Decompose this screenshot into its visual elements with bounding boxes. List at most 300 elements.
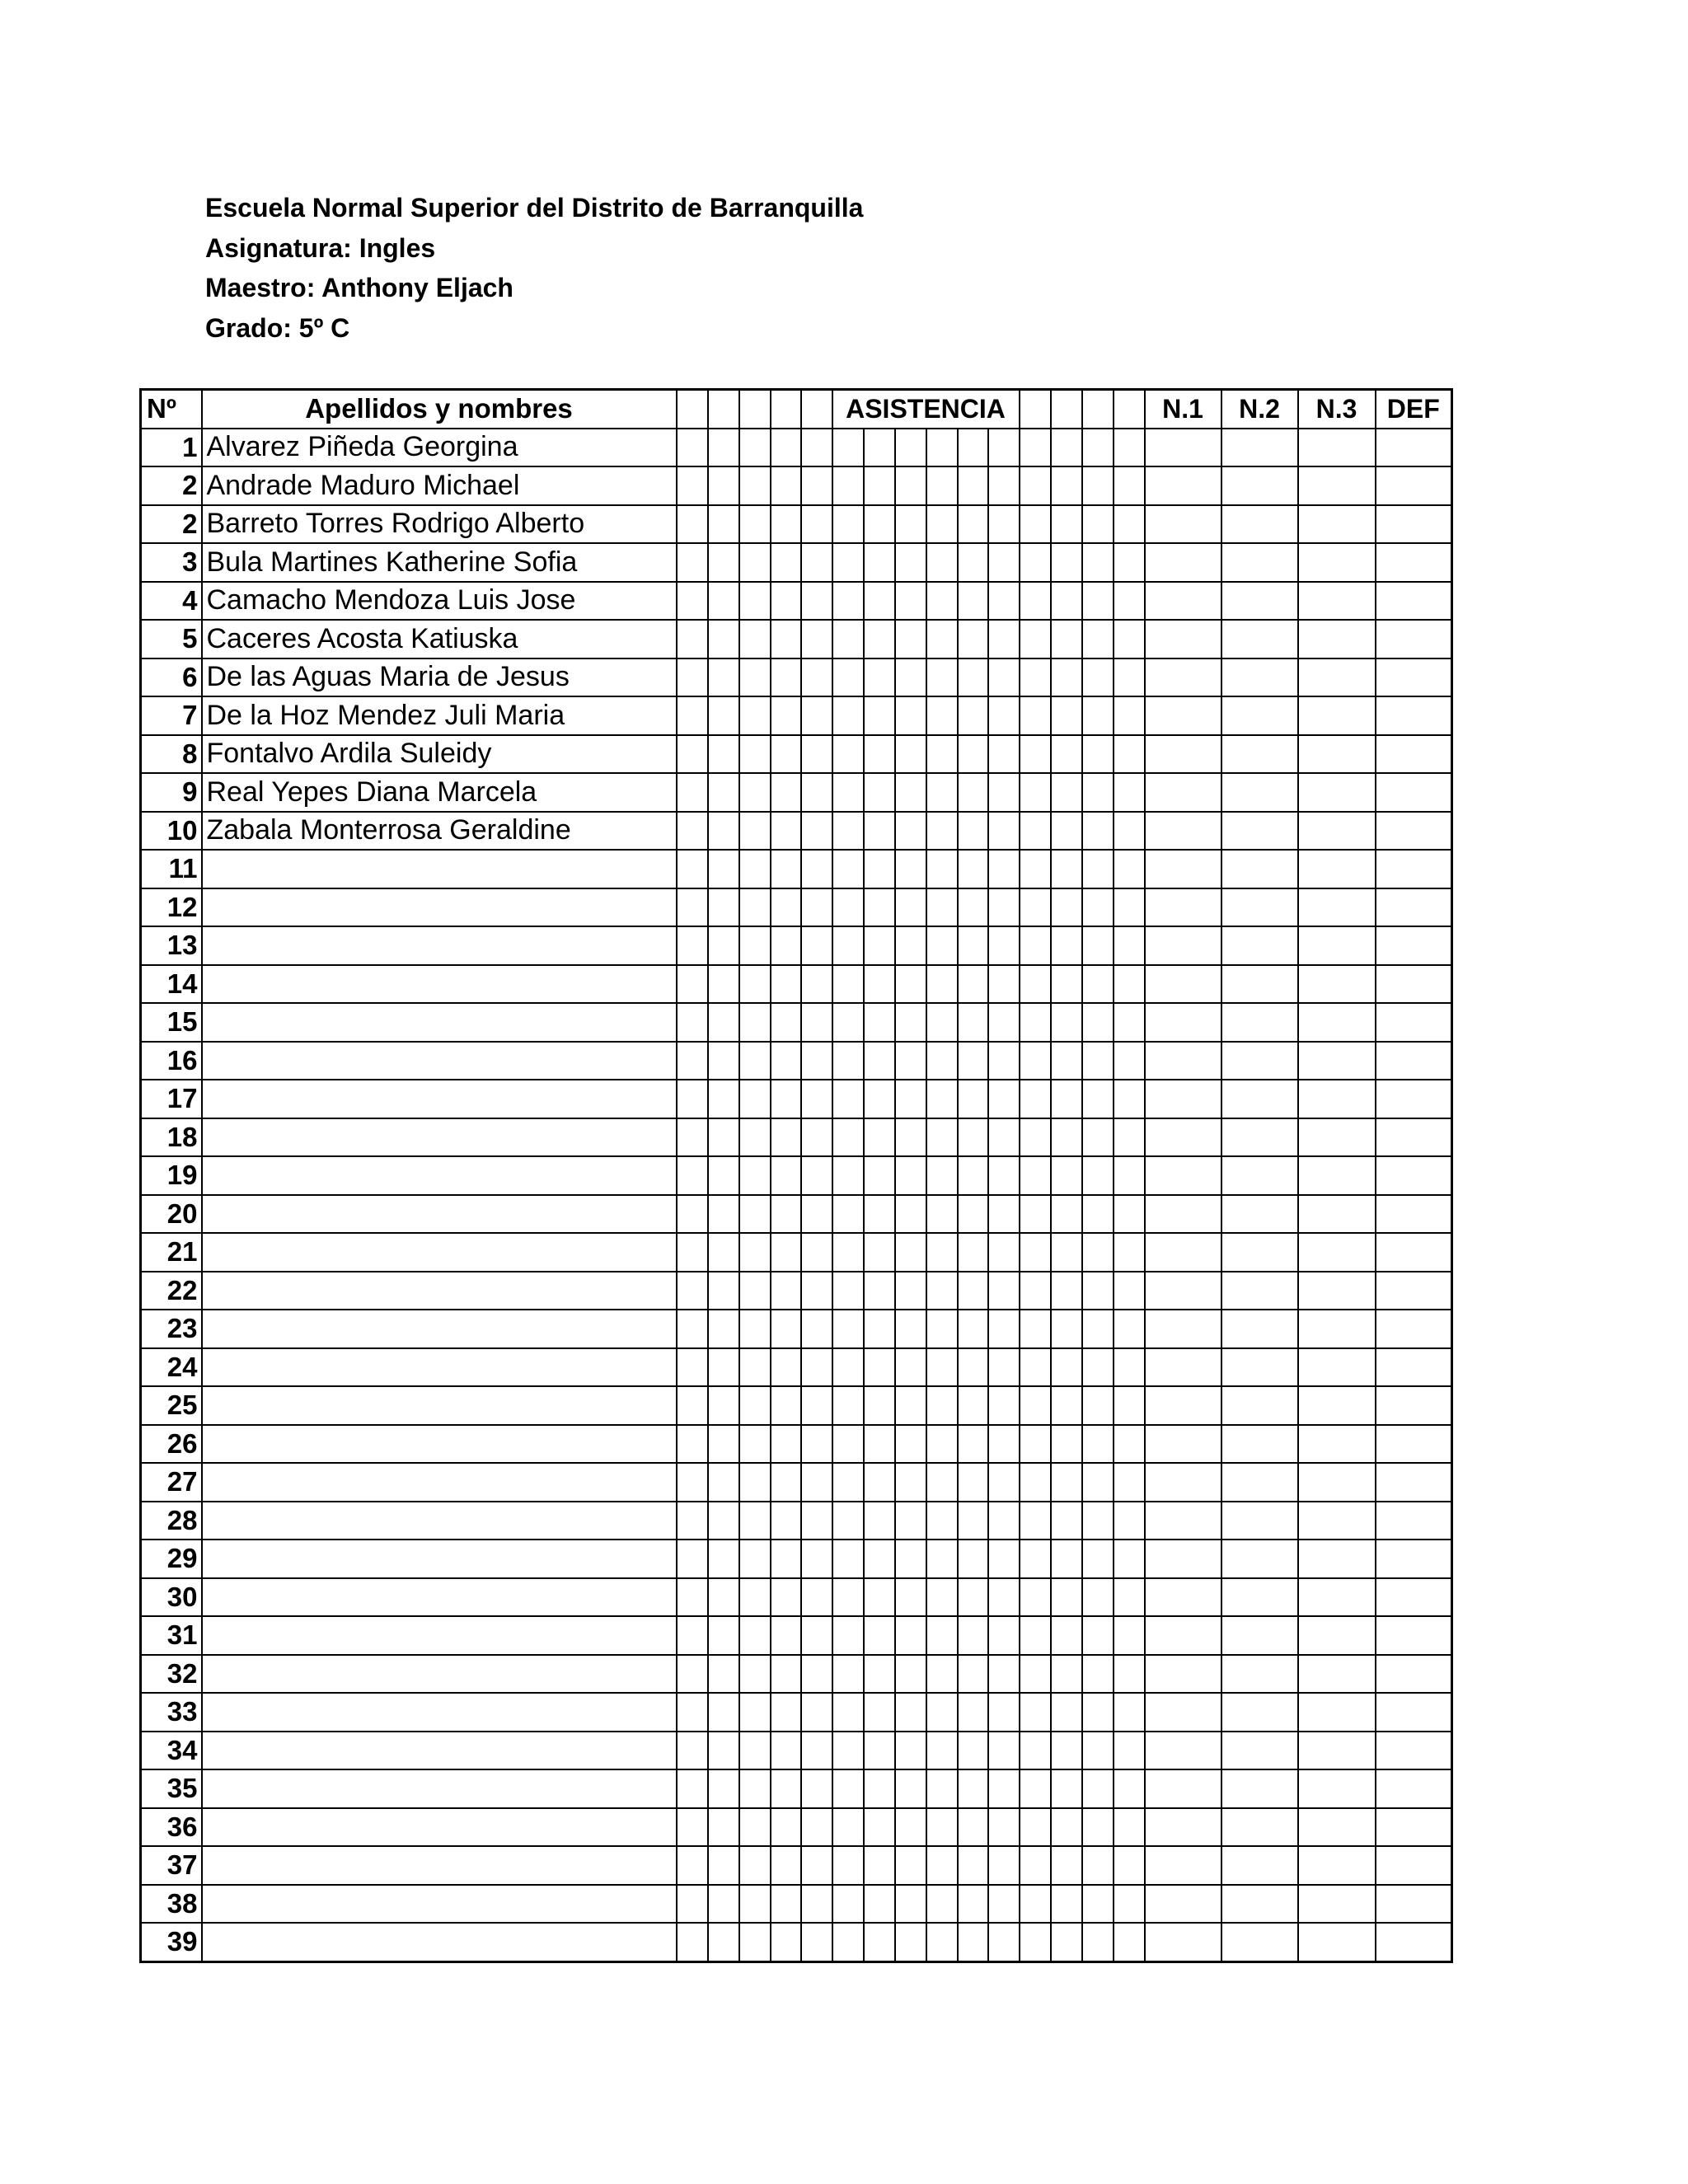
table-row [141, 1233, 1452, 1272]
attendance-cell [801, 696, 832, 735]
attendance-cell [739, 1732, 771, 1770]
attendance-cell [771, 1348, 801, 1387]
attendance-cell [771, 1195, 801, 1234]
attendance-cell [864, 1003, 895, 1042]
attendance-cell [926, 1386, 958, 1425]
attendance-cell [708, 1118, 739, 1157]
student-name [202, 1195, 677, 1234]
attendance-cell [771, 505, 801, 544]
attendance-cell [1051, 696, 1082, 735]
row-number: 36 [141, 1808, 202, 1847]
grade-n2-cell [1221, 735, 1298, 774]
attendance-cell [895, 1502, 926, 1540]
attendance-cell [988, 1310, 1020, 1348]
attendance-cell [739, 696, 771, 735]
attendance-cell [801, 1233, 832, 1272]
attendance-cell [771, 1118, 801, 1157]
attendance-cell [739, 1655, 771, 1694]
attendance-cell [708, 1425, 739, 1464]
attendance-cell [895, 965, 926, 1004]
attendance-cell [1020, 1080, 1051, 1118]
attendance-cell [677, 696, 708, 735]
header-attendance-blank [677, 390, 708, 429]
attendance-cell [958, 505, 988, 544]
grade-n3-cell [1298, 1080, 1376, 1118]
attendance-cell [1020, 1118, 1051, 1157]
table-row [141, 1118, 1452, 1157]
school-name: Escuela Normal Superior del Distrito de Barranquilla [205, 193, 864, 223]
attendance-cell [1114, 1233, 1145, 1272]
grade-n1-cell [1145, 582, 1221, 621]
attendance-cell [1020, 1425, 1051, 1464]
attendance-cell [864, 696, 895, 735]
attendance-cell [1082, 1578, 1114, 1617]
row-number: 23 [141, 1310, 202, 1348]
attendance-cell [832, 965, 864, 1004]
attendance-cell [1051, 965, 1082, 1004]
attendance-cell [864, 1616, 895, 1655]
attendance-cell [708, 1769, 739, 1808]
attendance-cell [1051, 505, 1082, 544]
table-body [141, 429, 1452, 1962]
grade-def-cell [1376, 1195, 1452, 1234]
attendance-cell [677, 1118, 708, 1157]
attendance-cell [1114, 1732, 1145, 1770]
attendance-cell [988, 1003, 1020, 1042]
attendance-cell [708, 582, 739, 621]
attendance-cell [1114, 965, 1145, 1004]
attendance-cell [771, 1655, 801, 1694]
attendance-cell [1082, 1502, 1114, 1540]
attendance-cell [895, 620, 926, 658]
attendance-cell [1051, 1195, 1082, 1234]
attendance-cell [864, 543, 895, 582]
attendance-cell [958, 582, 988, 621]
attendance-cell [1114, 505, 1145, 544]
attendance-cell [864, 620, 895, 658]
attendance-cell [739, 1348, 771, 1387]
student-name: Camacho Mendoza Luis Jose [202, 582, 677, 621]
attendance-cell [677, 658, 708, 697]
attendance-cell [677, 1080, 708, 1118]
student-name [202, 1463, 677, 1502]
attendance-cell [895, 812, 926, 851]
grade-def-cell [1376, 1846, 1452, 1885]
attendance-cell [864, 1846, 895, 1885]
student-name [202, 1808, 677, 1847]
attendance-cell [1114, 735, 1145, 774]
attendance-cell [801, 735, 832, 774]
grade-n1-cell [1145, 1769, 1221, 1808]
attendance-cell [832, 812, 864, 851]
attendance-cell [1082, 505, 1114, 544]
attendance-cell [1020, 812, 1051, 851]
row-number: 17 [141, 1080, 202, 1118]
attendance-cell [832, 1923, 864, 1961]
grade-def-cell [1376, 735, 1452, 774]
attendance-cell [771, 543, 801, 582]
attendance-cell [801, 1042, 832, 1080]
attendance-cell [739, 1272, 771, 1310]
attendance-cell [801, 1310, 832, 1348]
attendance-cell [739, 888, 771, 927]
attendance-cell [832, 658, 864, 697]
table-row [141, 1693, 1452, 1732]
attendance-cell [926, 1042, 958, 1080]
attendance-cell [739, 1080, 771, 1118]
attendance-cell [864, 658, 895, 697]
attendance-cell [895, 1732, 926, 1770]
grade-n3-cell [1298, 1693, 1376, 1732]
grade-n1-cell [1145, 505, 1221, 544]
attendance-cell [677, 1846, 708, 1885]
attendance-cell [708, 1272, 739, 1310]
attendance-cell [708, 1233, 739, 1272]
attendance-cell [708, 965, 739, 1004]
attendance-cell [958, 543, 988, 582]
grade-n3-cell [1298, 582, 1376, 621]
attendance-cell [1114, 1195, 1145, 1234]
student-name: De la Hoz Mendez Juli Maria [202, 696, 677, 735]
attendance-cell [739, 1578, 771, 1617]
row-number: 31 [141, 1616, 202, 1655]
attendance-cell [1082, 543, 1114, 582]
attendance-cell [864, 1578, 895, 1617]
attendance-cell [1051, 466, 1082, 505]
grade-def-cell [1376, 1272, 1452, 1310]
attendance-cell [832, 1540, 864, 1578]
grade-n2-cell [1221, 1885, 1298, 1924]
header-attendance: ASISTENCIA [832, 390, 1020, 429]
attendance-cell [1020, 466, 1051, 505]
attendance-cell [1020, 620, 1051, 658]
grade-def-cell [1376, 582, 1452, 621]
attendance-cell [958, 1080, 988, 1118]
attendance-cell [708, 543, 739, 582]
attendance-cell [771, 735, 801, 774]
row-number: 18 [141, 1118, 202, 1157]
grade-def-cell [1376, 696, 1452, 735]
student-name [202, 1578, 677, 1617]
attendance-cell [739, 1463, 771, 1502]
attendance-cell [958, 1042, 988, 1080]
table-row [141, 696, 1452, 735]
attendance-cell [1114, 696, 1145, 735]
table-row [141, 850, 1452, 888]
attendance-cell [771, 696, 801, 735]
student-name [202, 1156, 677, 1195]
attendance-cell [708, 658, 739, 697]
grade-def-cell [1376, 1502, 1452, 1540]
grade-def-cell [1376, 1348, 1452, 1387]
table-row [141, 773, 1452, 812]
attendance-cell [708, 696, 739, 735]
grade-n3-cell [1298, 1118, 1376, 1157]
attendance-cell [988, 1693, 1020, 1732]
attendance-cell [1114, 1578, 1145, 1617]
grade-n1-cell [1145, 1386, 1221, 1425]
attendance-cell [958, 1310, 988, 1348]
attendance-cell [958, 1923, 988, 1961]
row-number: 2 [141, 466, 202, 505]
attendance-cell [895, 1310, 926, 1348]
attendance-cell [708, 888, 739, 927]
attendance-cell [864, 773, 895, 812]
attendance-cell [708, 1732, 739, 1770]
grade-n1-cell [1145, 1156, 1221, 1195]
grade-n2-cell [1221, 1080, 1298, 1118]
attendance-cell [708, 1655, 739, 1694]
attendance-cell [771, 1769, 801, 1808]
attendance-cell [1051, 1578, 1082, 1617]
grade-n2-cell [1221, 696, 1298, 735]
attendance-cell [801, 620, 832, 658]
attendance-cell [677, 505, 708, 544]
attendance-cell [832, 1693, 864, 1732]
grade-def-cell [1376, 926, 1452, 965]
attendance-cell [958, 1156, 988, 1195]
grade-n1-cell [1145, 1042, 1221, 1080]
row-number: 4 [141, 582, 202, 621]
grade-def-cell [1376, 1693, 1452, 1732]
row-number: 30 [141, 1578, 202, 1617]
attendance-cell [988, 1808, 1020, 1847]
attendance-cell [708, 1386, 739, 1425]
attendance-cell [801, 1080, 832, 1118]
attendance-cell [1114, 1655, 1145, 1694]
attendance-cell [1082, 1118, 1114, 1157]
grade-n3-cell [1298, 1502, 1376, 1540]
grade-n1-cell [1145, 735, 1221, 774]
grade-n1-cell [1145, 1425, 1221, 1464]
grade-n1-cell [1145, 926, 1221, 965]
attendance-cell [832, 926, 864, 965]
attendance-cell [677, 812, 708, 851]
grade-n1-cell [1145, 1502, 1221, 1540]
attendance-cell [1051, 543, 1082, 582]
attendance-cell [1114, 1080, 1145, 1118]
attendance-cell [1020, 1655, 1051, 1694]
attendance-cell [801, 505, 832, 544]
attendance-cell [895, 1425, 926, 1464]
attendance-cell [864, 888, 895, 927]
grade-n3-cell [1298, 1808, 1376, 1847]
attendance-cell [832, 1118, 864, 1157]
attendance-cell [988, 1846, 1020, 1885]
attendance-cell [1051, 1732, 1082, 1770]
attendance-cell [1051, 1042, 1082, 1080]
attendance-cell [926, 1616, 958, 1655]
attendance-cell [864, 429, 895, 467]
attendance-cell [1020, 1156, 1051, 1195]
attendance-cell [864, 1080, 895, 1118]
table-row [141, 1923, 1452, 1961]
attendance-cell [771, 1425, 801, 1464]
attendance-cell [864, 1348, 895, 1387]
grade-n3-cell [1298, 1156, 1376, 1195]
attendance-cell [895, 1923, 926, 1961]
attendance-cell [832, 1272, 864, 1310]
attendance-cell [1082, 1463, 1114, 1502]
attendance-cell [801, 1693, 832, 1732]
attendance-cell [771, 1463, 801, 1502]
attendance-cell [832, 1348, 864, 1387]
attendance-cell [864, 1693, 895, 1732]
attendance-cell [832, 1042, 864, 1080]
attendance-cell [864, 1195, 895, 1234]
attendance-cell [708, 1693, 739, 1732]
row-number: 37 [141, 1846, 202, 1885]
attendance-cell [1051, 850, 1082, 888]
grade-def-cell [1376, 1233, 1452, 1272]
attendance-cell [988, 1769, 1020, 1808]
attendance-cell [988, 1616, 1020, 1655]
row-number: 22 [141, 1272, 202, 1310]
attendance-cell [1051, 582, 1082, 621]
table-row [141, 1885, 1452, 1924]
attendance-cell [1114, 850, 1145, 888]
attendance-cell [988, 1080, 1020, 1118]
attendance-cell [708, 429, 739, 467]
attendance-cell [1051, 1502, 1082, 1540]
grade-def-cell [1376, 1463, 1452, 1502]
grade-n2-cell [1221, 1540, 1298, 1578]
grade-n1-cell [1145, 1348, 1221, 1387]
student-name: Fontalvo Ardila Suleidy [202, 735, 677, 774]
grade-n1-cell [1145, 1003, 1221, 1042]
grade-n2-cell [1221, 1425, 1298, 1464]
table-row [141, 505, 1452, 544]
attendance-cell [926, 1118, 958, 1157]
attendance-cell [739, 1808, 771, 1847]
attendance-cell [926, 1540, 958, 1578]
grade-n3-cell [1298, 658, 1376, 697]
grade-n1-cell [1145, 850, 1221, 888]
attendance-cell [832, 1233, 864, 1272]
grade-n2-cell [1221, 620, 1298, 658]
table-row [141, 658, 1452, 697]
student-name [202, 926, 677, 965]
attendance-cell [1082, 582, 1114, 621]
student-name [202, 1348, 677, 1387]
student-name [202, 1272, 677, 1310]
row-number: 25 [141, 1386, 202, 1425]
grade-n1-cell [1145, 466, 1221, 505]
attendance-cell [771, 620, 801, 658]
attendance-cell [739, 1616, 771, 1655]
attendance-grade-table [139, 388, 1453, 1963]
grade-n2-cell [1221, 1693, 1298, 1732]
attendance-cell [864, 735, 895, 774]
grade-n2-cell [1221, 1808, 1298, 1847]
attendance-cell [708, 1846, 739, 1885]
header-n3: N.3 [1298, 390, 1376, 429]
attendance-cell [1020, 1386, 1051, 1425]
attendance-cell [926, 429, 958, 467]
table-row [141, 1156, 1452, 1195]
attendance-cell [958, 1463, 988, 1502]
grade-def-cell [1376, 1885, 1452, 1924]
grade-def-cell [1376, 773, 1452, 812]
grade-n3-cell [1298, 696, 1376, 735]
attendance-cell [988, 505, 1020, 544]
table-row [141, 1578, 1452, 1617]
attendance-cell [1082, 466, 1114, 505]
attendance-cell [926, 1463, 958, 1502]
grade-def-cell [1376, 1310, 1452, 1348]
attendance-cell [801, 926, 832, 965]
attendance-cell [1114, 466, 1145, 505]
attendance-cell [1020, 1348, 1051, 1387]
table-row [141, 1425, 1452, 1464]
attendance-cell [1114, 1386, 1145, 1425]
attendance-cell [801, 965, 832, 1004]
grade-def-cell [1376, 1655, 1452, 1694]
attendance-cell [739, 1118, 771, 1157]
attendance-cell [864, 1655, 895, 1694]
attendance-cell [1051, 1463, 1082, 1502]
grade-n2-cell [1221, 1272, 1298, 1310]
attendance-cell [958, 429, 988, 467]
attendance-cell [958, 1655, 988, 1694]
attendance-cell [771, 1540, 801, 1578]
attendance-cell [895, 1655, 926, 1694]
row-number: 12 [141, 888, 202, 927]
attendance-cell [1051, 735, 1082, 774]
attendance-cell [1114, 658, 1145, 697]
attendance-cell [1114, 888, 1145, 927]
attendance-cell [832, 773, 864, 812]
attendance-cell [926, 1348, 958, 1387]
attendance-cell [801, 1769, 832, 1808]
grade-n3-cell [1298, 1578, 1376, 1617]
attendance-cell [801, 1578, 832, 1617]
attendance-cell [1020, 1769, 1051, 1808]
attendance-cell [771, 1156, 801, 1195]
attendance-cell [801, 1425, 832, 1464]
attendance-cell [1114, 1540, 1145, 1578]
attendance-cell [988, 1272, 1020, 1310]
attendance-cell [771, 1080, 801, 1118]
attendance-cell [1082, 1693, 1114, 1732]
attendance-cell [1114, 429, 1145, 467]
attendance-cell [988, 1195, 1020, 1234]
table-row [141, 1540, 1452, 1578]
attendance-cell [832, 543, 864, 582]
row-number: 24 [141, 1348, 202, 1387]
attendance-cell [1051, 1003, 1082, 1042]
table-row [141, 1080, 1452, 1118]
attendance-cell [832, 1502, 864, 1540]
attendance-cell [708, 1502, 739, 1540]
attendance-cell [801, 1463, 832, 1502]
attendance-cell [895, 696, 926, 735]
attendance-cell [708, 1080, 739, 1118]
grade-n2-cell [1221, 1502, 1298, 1540]
grade-n1-cell [1145, 658, 1221, 697]
attendance-cell [1082, 1080, 1114, 1118]
attendance-cell [895, 429, 926, 467]
attendance-cell [1082, 1616, 1114, 1655]
table-row [141, 926, 1452, 965]
table-header-row [141, 390, 1452, 429]
attendance-cell [1020, 429, 1051, 467]
attendance-cell [832, 696, 864, 735]
attendance-cell [832, 1156, 864, 1195]
grade-n1-cell [1145, 1195, 1221, 1234]
grade-n3-cell [1298, 1042, 1376, 1080]
row-number: 2 [141, 505, 202, 544]
